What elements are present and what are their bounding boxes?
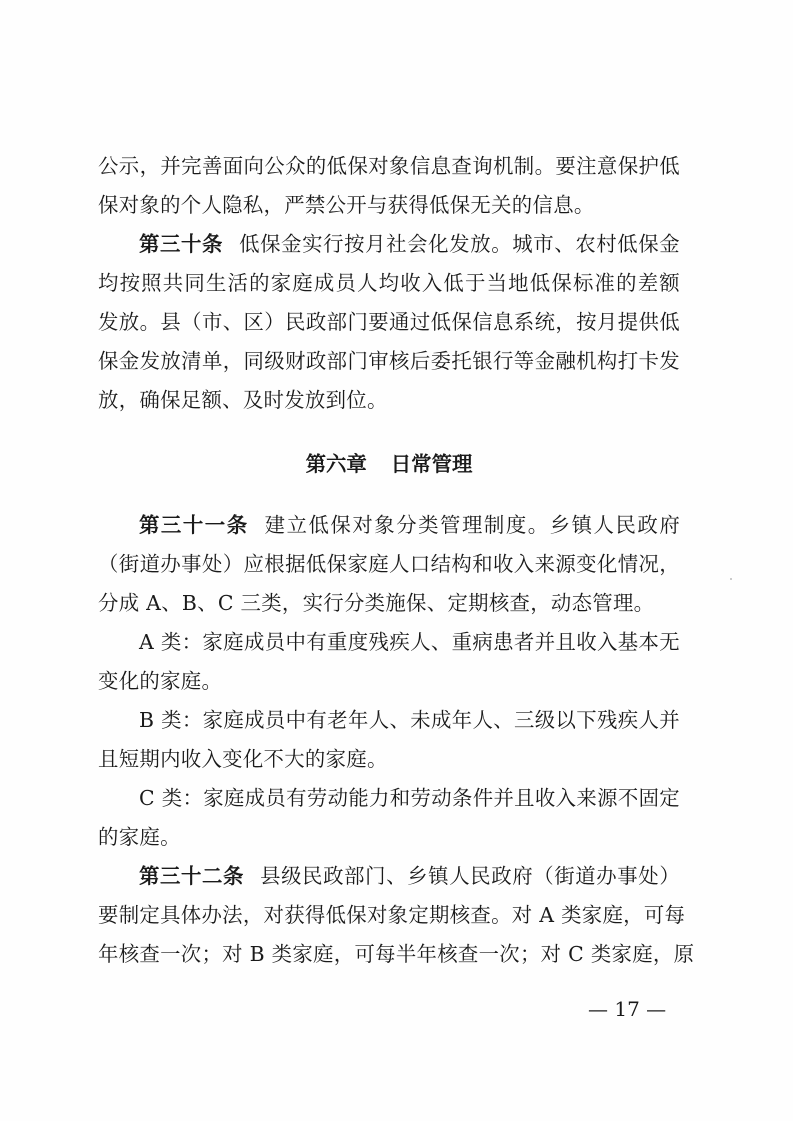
article-31-first-line [98, 506, 680, 545]
body-line: 的家庭。 [98, 825, 181, 849]
article-31-text: 建立低保对象分类管理制度。乡镇人民政府 [264, 513, 681, 537]
article-32-first-line [98, 857, 680, 896]
article-32-title: 第三十二条 [139, 864, 245, 888]
document-body [98, 147, 695, 974]
body-line: 放，确保足额、及时发放到位。 [98, 388, 388, 412]
class-b-line: B 类：家庭成员中有老年人、未成年人、三级以下残疾人并 [139, 708, 680, 732]
body-line: 分成 A、B、C 三类，实行分类施保、定期核查，动态管理。 [98, 591, 655, 615]
chapter-heading [98, 428, 680, 500]
body-line: 且短期内收入变化不大的家庭。 [98, 747, 388, 771]
body-line: 变化的家庭。 [98, 669, 223, 693]
body-line: 保对象的个人隐私，严禁公开与获得低保无关的信息。 [98, 193, 595, 217]
class-c-line: C 类：家庭成员有劳动能力和劳动条件并且收入来源不固定 [139, 786, 680, 810]
body-line: 均按照共同生活的家庭成员人均收入低于当地低保标准的差额 [98, 271, 680, 295]
page-number: — 17 — [588, 997, 667, 1021]
body-line: 公示，并完善面向公众的低保对象信息查询机制。要注意保护低 [98, 154, 680, 178]
body-line: 发放。县（市、区）民政部门要通过低保信息系统，按月提供低 [98, 310, 680, 334]
chapter-number: 第六章 [305, 452, 367, 476]
scan-speck [730, 578, 732, 580]
class-a-line: A 类：家庭成员中有重度残疾人、重病患者并且收入基本无 [139, 630, 680, 654]
body-line: （街道办事处）应根据低保家庭人口结构和收入来源变化情况， [98, 552, 680, 576]
body-line: 年核查一次；对 B 类家庭，可每半年核查一次；对 C 类家庭，原 [98, 942, 695, 966]
chapter-title: 日常管理 [390, 452, 473, 476]
article-32-text: 县级民政部门、乡镇人民政府（街道办事处） [260, 864, 681, 888]
body-line: 要制定具体办法，对获得低保对象定期核查。对 A 类家庭，可每 [98, 903, 686, 927]
article-31-title: 第三十一条 [139, 513, 249, 537]
article-30-first-line [98, 225, 680, 264]
body-line: 保金发放清单，同级财政部门审核后委托银行等金融机构打卡发 [98, 349, 680, 373]
article-30-text: 低保金实行按月社会化发放。城市、农村低保金 [239, 232, 680, 256]
article-30-title: 第三十条 [139, 232, 224, 256]
